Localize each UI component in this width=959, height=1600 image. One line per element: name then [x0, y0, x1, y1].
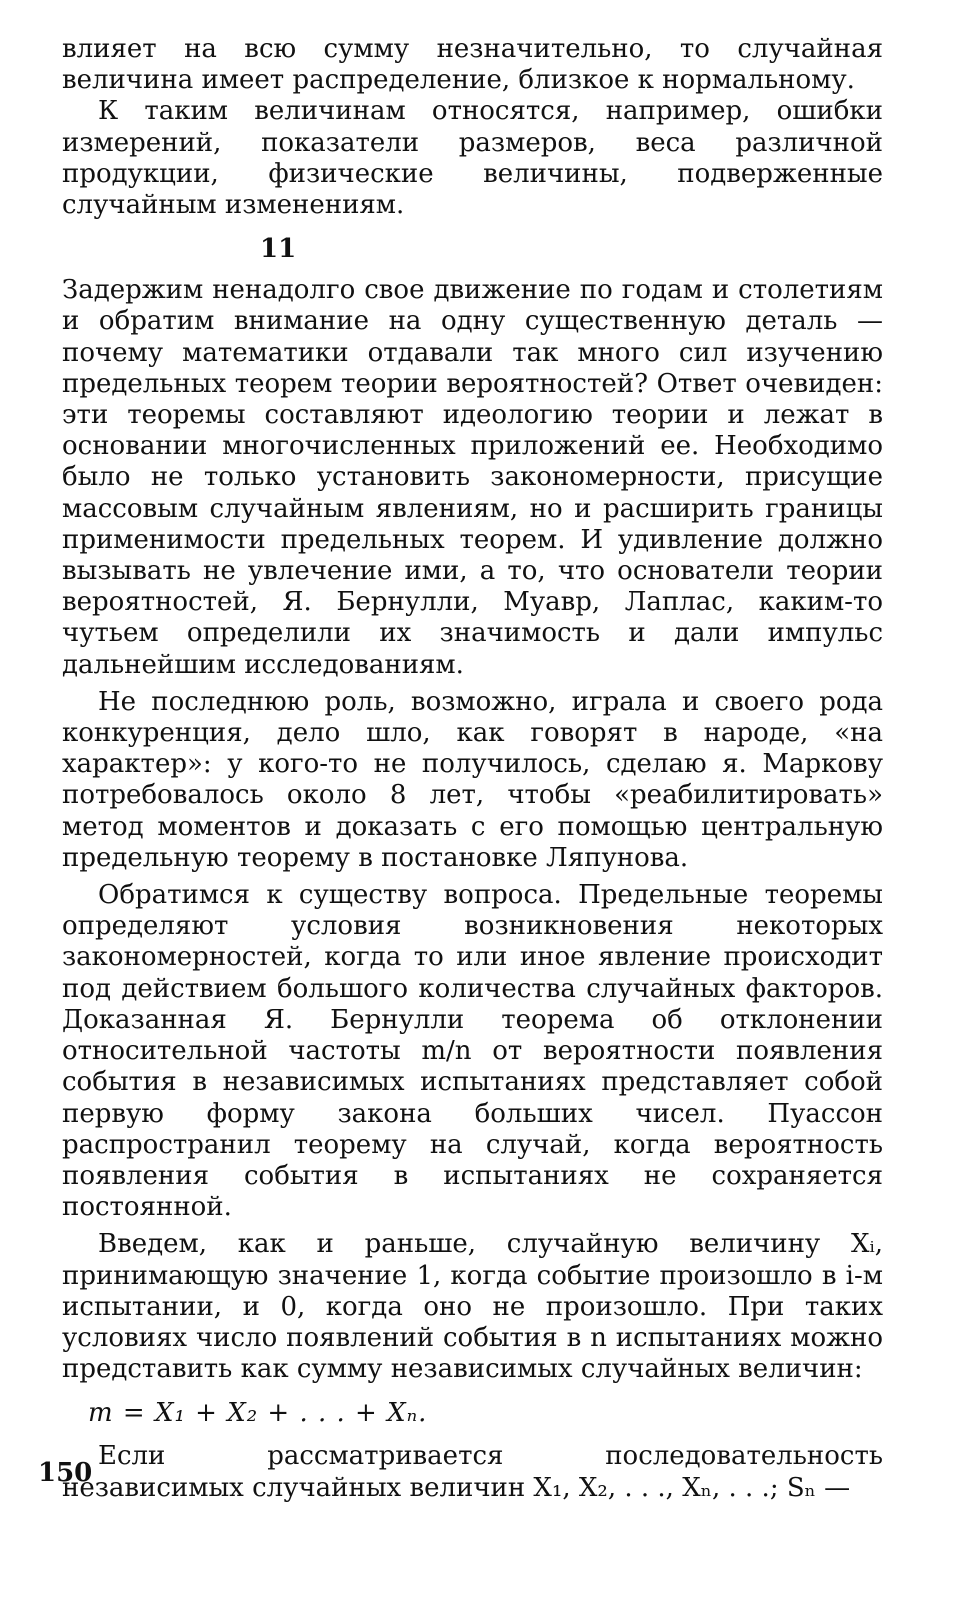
paragraph-competition: Не последнюю роль, возможно, играла и своего рода конкуренция, дело шло, как говорят в народе, «на характер»: у кого-то не получилось, сделаю я. Маркову потребовалось около 8 лет, чтобы «реабилитировать» метод моментов и доказать с его помощью центральную предельную теорему в постановке Ляпунова. [62, 686, 883, 873]
paragraph-continuation: влияет на всю сумму незначительно, то случайная величина имеет распределение, близкое к нормальному. [62, 34, 883, 96]
paragraph-sequence: Если рассматривается последовательность независимых случайных величин X₁, X₂, . . ., Xₙ, . . .; Sₙ — [62, 1441, 883, 1503]
formula-sum: m = X₁ + X₂ + . . . + Xₙ. [88, 1398, 428, 1429]
paragraph-random-variable: Введем, как и раньше, случайную величину Xᵢ, принимающую значение 1, когда событие произошло в i-м испытании, и 0, когда оно не произошло. При таких условиях число появлений события в n испытаниях можно представить как сумму независимых случайных величин: [62, 1229, 883, 1385]
paragraph-essence: Обратимся к существу вопроса. Предельные теоремы определяют условия возникновения некоторых закономерностей, когда то или иное явление происходит под действием большого количества случайных факторов. Доказанная Я. Бернулли теорема об отклонении относительной частоты m/n от вероятности появления события в независимых испытаниях представляет собой первую форму закона больших чисел. Пуассон распространил теорему на случай, когда вероятность появления события в испытаниях не сохраняется постоянной. [62, 880, 883, 1223]
section-number: 11 [260, 234, 297, 265]
paragraph-limit-theorems: Задержим ненадолго свое движение по годам и столетиям и обратим внимание на одну существенную деталь — почему математики отдавали так много сил изучению предельных теорем теории вероятностей? Ответ очевиден: эти теоремы составляют идеологию теории и лежат в основании многочисленных приложений ее. Необходимо было не только установить закономерности, присущие массовым случайным явлениям, но и расширить границы применимости предельных теорем. И удивление должно вызывать не увлечение ими, а то, что основатели теории вероятностей, Я. Бернулли, Муавр, Лаплас, каким-то чутьем определили их значимость и дали импульс дальнейшим исследованиям. [62, 275, 883, 680]
paragraph-examples: К таким величинам относятся, например, ошибки измерений, показатели размеров, веса различной продукции, физические величины, подверженные случайным изменениям. [62, 96, 883, 221]
page-number: 150 [38, 1458, 93, 1488]
